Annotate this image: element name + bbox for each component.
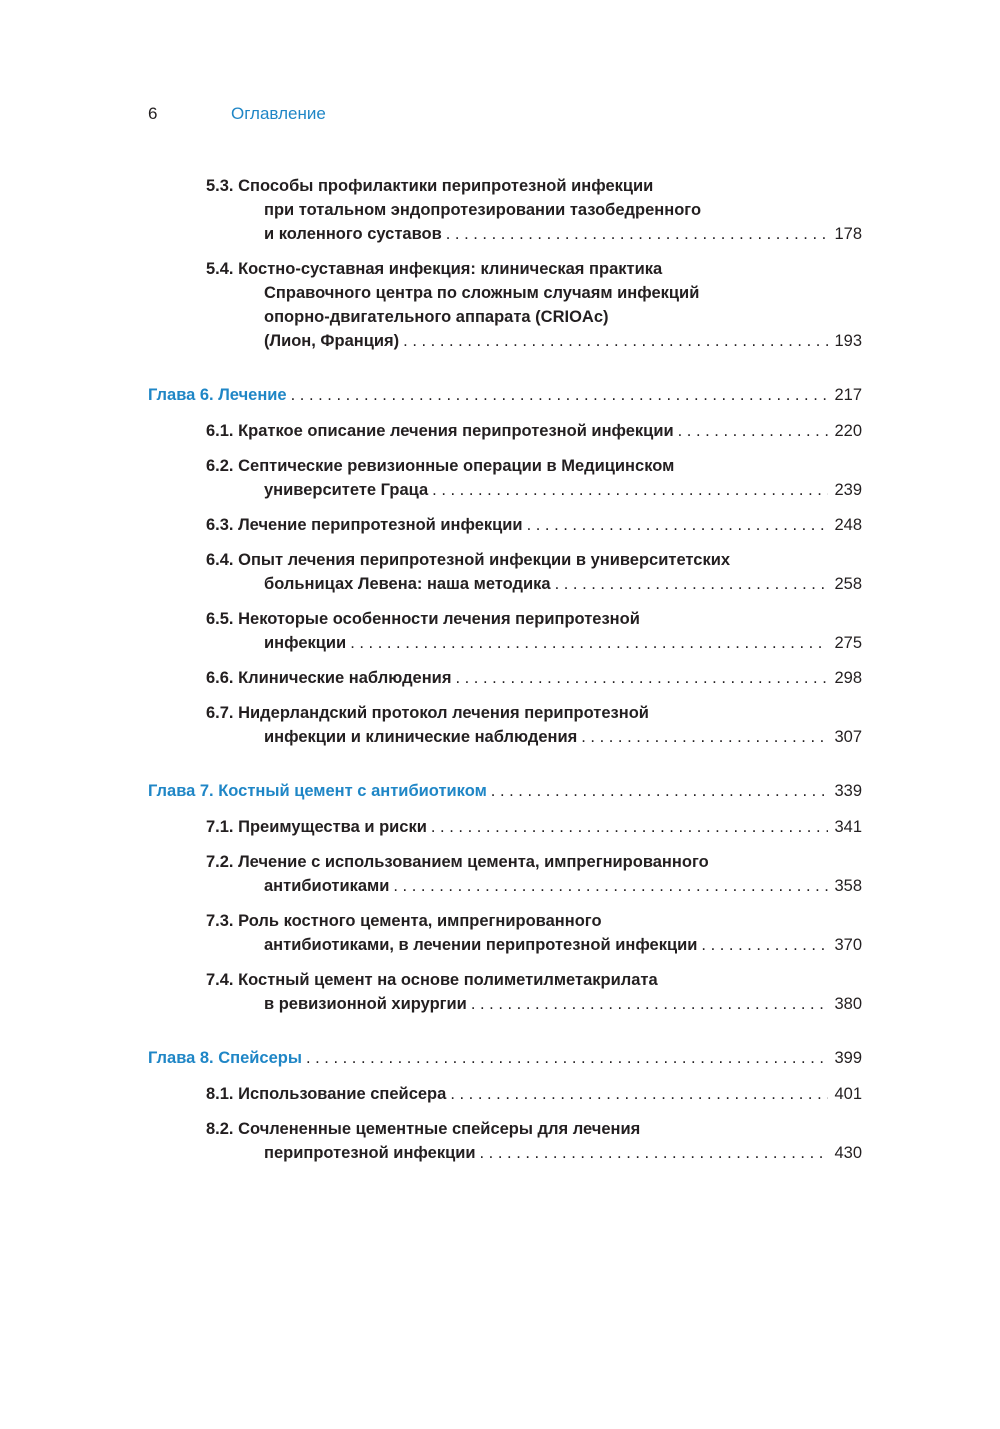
toc-entry-title: и коленного суставов [264,225,442,243]
toc-entry-line [206,572,862,596]
toc-entry-title: антибиотиками, в лечении перипротезной инфекции [264,936,698,954]
toc-entry-line [206,992,862,1016]
toc-entry-title: 7.3. Роль костного цемента, импрегнированного [206,912,602,930]
toc-entry-title: 8.1. Использование спейсера [206,1085,447,1103]
toc-entry-line [206,513,862,537]
toc-page-number: 399 [834,1049,862,1067]
toc-entry-title: перипротезной инфекции [264,1144,476,1162]
toc-entry-title: в ревизионной хирургии [264,995,467,1013]
toc-entry-line [206,329,862,353]
toc-entry-title: 7.4. Костный цемент на основе полиметилметакрилата [206,971,658,989]
dot-leader [678,419,828,443]
toc-entry-line [206,198,862,222]
toc-entry-line [206,281,862,305]
toc-entry-line [206,222,862,246]
toc-entry-line [206,305,862,329]
toc-entry-title: 6.5. Некоторые особенности лечения перипротезной [206,610,640,628]
toc-section-entry[interactable] [148,850,862,898]
toc-page-number: 258 [834,575,862,593]
toc-section-entry[interactable] [148,666,862,690]
toc-entry-title: антибиотиками [264,877,390,895]
dot-leader [450,1082,828,1106]
toc-section-entry[interactable] [148,815,862,839]
toc-page-number: 248 [834,516,862,534]
toc-entry-line [206,850,862,874]
toc-entry-line [206,666,862,690]
toc-section-entry[interactable] [148,257,862,353]
toc-section-entry[interactable] [148,968,862,1016]
dot-leader [581,725,828,749]
dot-leader [403,329,828,353]
toc-chapter-entry[interactable] [148,1046,862,1070]
toc-page-number: 380 [834,995,862,1013]
toc-page-number: 178 [834,225,862,243]
dot-leader [431,815,828,839]
dot-leader [527,513,828,537]
toc-entry-line [206,725,862,749]
dot-leader [306,1046,828,1070]
toc-entry-line [206,419,862,443]
toc-entry-line [148,1046,862,1070]
toc-entry-line [148,779,862,803]
toc-section-entry[interactable] [148,1082,862,1106]
dot-leader [350,631,828,655]
toc-page-number: 193 [834,332,862,350]
toc-page-number: 358 [834,877,862,895]
toc-section-entry[interactable] [148,419,862,443]
toc-entry-line [206,454,862,478]
toc-entry-line [206,257,862,281]
toc-page-number: 298 [834,669,862,687]
toc-entry-line [206,815,862,839]
section-title: Оглавление [231,104,326,123]
toc-section-entry[interactable] [148,909,862,957]
toc-entry-title: 7.2. Лечение с использованием цемента, импрегнированного [206,853,709,871]
toc-entry-title: инфекции и клинические наблюдения [264,728,578,746]
toc-entry-title: Глава 8. Спейсеры [148,1049,302,1067]
dot-leader [455,666,828,690]
toc-entry-line [206,1141,862,1165]
toc-chapter-entry[interactable] [148,383,862,407]
toc-section-entry[interactable] [148,1117,862,1165]
toc-section-entry[interactable] [148,701,862,749]
toc-entry-line [206,933,862,957]
toc-chapter-entry[interactable] [148,779,862,803]
toc-entry-title: (Лион, Франция) [264,332,400,350]
toc-entry-line [206,968,862,992]
toc-page-number: 307 [834,728,862,746]
toc-entry-title: 8.2. Сочлененные цементные спейсеры для лечения [206,1120,641,1138]
toc-page-number: 339 [834,782,862,800]
dot-leader [491,779,828,803]
toc-page-number: 275 [834,634,862,652]
dot-leader [471,992,828,1016]
toc-entry-line [206,1117,862,1141]
toc-section-entry[interactable] [148,513,862,537]
toc-entry-title: 6.7. Нидерландский протокол лечения перипротезной [206,704,649,722]
toc-entry-title: 6.2. Септические ревизионные операции в Медицинском [206,457,675,475]
dot-leader [291,383,828,407]
toc-entry-title: 7.1. Преимущества и риски [206,818,427,836]
toc-entry-line [206,909,862,933]
dot-leader [480,1141,828,1165]
toc-section-entry[interactable] [148,548,862,596]
toc-entry-title: Справочного центра по сложным случаям инфекций [264,284,700,302]
toc-section-entry[interactable] [148,454,862,502]
toc-page-number: 220 [834,422,862,440]
toc-entry-line [148,383,862,407]
dot-leader [432,478,828,502]
toc-entry-title: 6.3. Лечение перипротезной инфекции [206,516,523,534]
toc-entry-line [206,607,862,631]
toc-page-number: 370 [834,936,862,954]
toc-section-entry[interactable] [148,174,862,246]
toc-entry-line [206,631,862,655]
toc-entry-title: Глава 6. Лечение [148,386,287,404]
toc-page-number: 430 [834,1144,862,1162]
toc-entry-title: 6.6. Клинические наблюдения [206,669,452,687]
dot-leader [393,874,828,898]
page-number: 6 [148,104,158,123]
toc-entry-title: 5.4. Костно-суставная инфекция: клиническая практика [206,260,663,278]
toc-entry-title: больницах Левена: наша методика [264,575,551,593]
toc-entry-line [206,1082,862,1106]
toc-page-number: 401 [834,1085,862,1103]
toc-entry-title: опорно-двигательного аппарата (CRIOAc) [264,308,609,326]
dot-leader [446,222,828,246]
toc-entry-line [206,174,862,198]
toc-entry-title: университете Граца [264,481,429,499]
dot-leader [555,572,828,596]
dot-leader [701,933,828,957]
toc-entry-title: Глава 7. Костный цемент с антибиотиком [148,782,487,800]
toc-page-number: 239 [834,481,862,499]
table-of-contents [148,174,862,1176]
toc-section-entry[interactable] [148,607,862,655]
toc-entry-title: 6.1. Краткое описание лечения перипротезной инфекции [206,422,674,440]
toc-entry-line [206,548,862,572]
toc-entry-line [206,701,862,725]
toc-entry-title: инфекции [264,634,347,652]
toc-page-number: 341 [834,818,862,836]
toc-entry-title: при тотальном эндопротезировании тазобедренного [264,201,702,219]
toc-entry-title: 5.3. Способы профилактики перипротезной инфекции [206,177,654,195]
toc-page-number: 217 [834,386,862,404]
toc-entry-line [206,478,862,502]
toc-entry-title: 6.4. Опыт лечения перипротезной инфекции в университетских [206,551,731,569]
toc-entry-line [206,874,862,898]
